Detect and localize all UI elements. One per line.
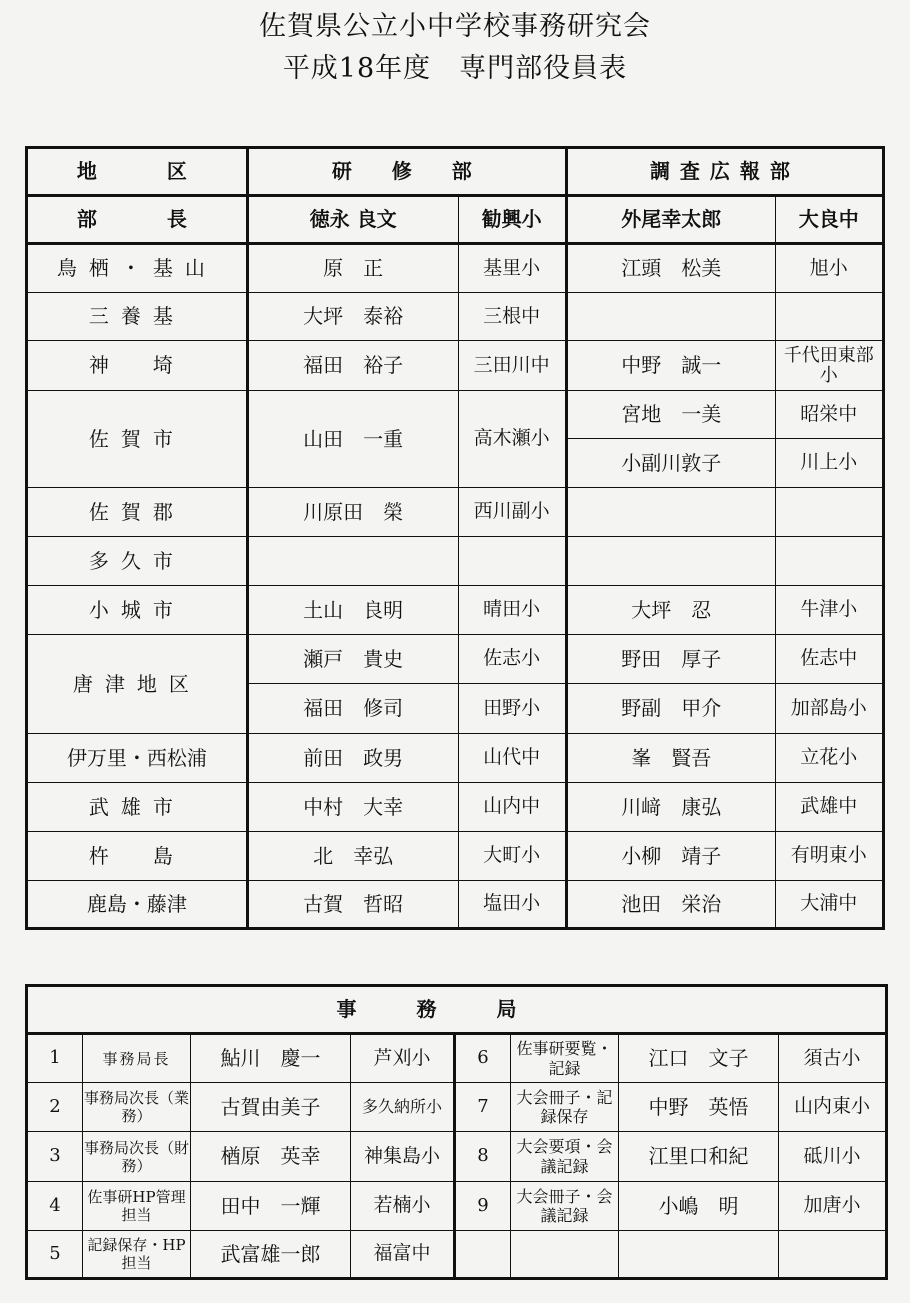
table-row xyxy=(27,293,884,341)
table-row xyxy=(27,586,884,635)
training-school: 三根中 xyxy=(458,293,566,341)
district-cell: 武雄市 xyxy=(27,783,248,832)
survey-name: 野副 甲介 xyxy=(566,684,775,734)
role-cell: 事務局次長（財務） xyxy=(83,1132,191,1182)
school-cell xyxy=(779,1231,887,1279)
secretariat-header-row xyxy=(27,986,887,1034)
row-number: 7 xyxy=(455,1083,511,1132)
table-row xyxy=(27,881,884,929)
district-cell: 佐賀市 xyxy=(27,391,248,488)
survey-name: 峯 賢吾 xyxy=(566,734,775,783)
training-school: 基里小 xyxy=(458,244,566,293)
school-cell: 芦刈小 xyxy=(351,1034,455,1083)
training-school: 田野小 xyxy=(458,684,566,734)
survey-school: 千代田東部小 xyxy=(775,341,883,391)
row-number: 4 xyxy=(27,1182,83,1231)
header-district: 地 区 xyxy=(27,148,248,196)
district-cell: 神 埼 xyxy=(27,341,248,391)
row-number: 9 xyxy=(455,1182,511,1231)
survey-name: 中野 誠一 xyxy=(566,341,775,391)
role-cell: 佐事研要覧・記録 xyxy=(511,1034,619,1083)
survey-school: 昭栄中 xyxy=(775,391,883,439)
survey-name: 宮地 一美 xyxy=(566,391,775,439)
person-name: 田中 一輝 xyxy=(191,1182,351,1231)
training-school: 西川副小 xyxy=(458,488,566,537)
survey-school: 旭小 xyxy=(775,244,883,293)
school-cell: 福富中 xyxy=(351,1231,455,1279)
training-name: 原 正 xyxy=(247,244,458,293)
person-name: 武富雄一郎 xyxy=(191,1231,351,1279)
school-cell: 多久納所小 xyxy=(351,1083,455,1132)
secretariat-header: 事務局 xyxy=(27,986,887,1034)
row-number: 6 xyxy=(455,1034,511,1083)
table-row xyxy=(27,734,884,783)
training-name: 古賀 哲昭 xyxy=(247,881,458,929)
training-school: 山代中 xyxy=(458,734,566,783)
district-cell: 多久市 xyxy=(27,537,248,586)
role-cell: 事務局次長（業務） xyxy=(83,1083,191,1132)
training-school: 佐志小 xyxy=(458,635,566,684)
survey-name xyxy=(566,488,775,537)
survey-school: 有明東小 xyxy=(775,832,883,881)
survey-school xyxy=(775,488,883,537)
table-row xyxy=(27,1034,887,1083)
school-cell: 若楠小 xyxy=(351,1182,455,1231)
survey-name: 小副川敦子 xyxy=(566,439,775,488)
row-number: 8 xyxy=(455,1132,511,1182)
survey-name xyxy=(566,537,775,586)
survey-name: 大坪 忍 xyxy=(566,586,775,635)
survey-school xyxy=(775,537,883,586)
school-cell: 神集島小 xyxy=(351,1132,455,1182)
training-name: 中村 大幸 xyxy=(247,783,458,832)
person-name: 楢原 英幸 xyxy=(191,1132,351,1182)
table-row xyxy=(27,244,884,293)
school-cell: 加唐小 xyxy=(779,1182,887,1231)
person-name: 江口 文子 xyxy=(619,1034,779,1083)
row-number: 3 xyxy=(27,1132,83,1182)
role-cell: 大会要項・会議記録 xyxy=(511,1132,619,1182)
survey-name: 池田 栄治 xyxy=(566,881,775,929)
survey-chief-name: 外尾幸太郎 xyxy=(566,196,775,244)
table-row xyxy=(27,1231,887,1279)
role-cell: 佐事研HP管理担当 xyxy=(83,1182,191,1231)
training-school: 大町小 xyxy=(458,832,566,881)
survey-name xyxy=(566,293,775,341)
officers-table xyxy=(25,146,885,930)
district-cell: 佐賀郡 xyxy=(27,488,248,537)
district-cell: 小城市 xyxy=(27,586,248,635)
district-cell: 鳥栖・基山 xyxy=(27,244,248,293)
row-number xyxy=(455,1231,511,1279)
header-row xyxy=(27,148,884,196)
table-row xyxy=(27,537,884,586)
survey-name: 江頭 松美 xyxy=(566,244,775,293)
district-cell: 鹿島・藤津 xyxy=(27,881,248,929)
training-name: 福田 修司 xyxy=(247,684,458,734)
role-cell xyxy=(511,1231,619,1279)
table-row xyxy=(27,488,884,537)
training-name: 山田 一重 xyxy=(247,391,458,488)
training-school: 山内中 xyxy=(458,783,566,832)
role-cell: 大会冊子・記録保存 xyxy=(511,1083,619,1132)
role-cell: 大会冊子・会議記録 xyxy=(511,1182,619,1231)
training-name: 瀬戸 貴史 xyxy=(247,635,458,684)
chief-row xyxy=(27,196,884,244)
school-cell: 山内東小 xyxy=(779,1083,887,1132)
district-cell: 三養基 xyxy=(27,293,248,341)
survey-name: 野田 厚子 xyxy=(566,635,775,684)
district-cell: 唐津地区 xyxy=(27,635,248,734)
training-chief-school: 勧興小 xyxy=(458,196,566,244)
table-row xyxy=(27,635,884,684)
training-name: 前田 政男 xyxy=(247,734,458,783)
document-title: 佐賀県公立小中学校事務研究会 xyxy=(259,11,651,42)
survey-school: 牛津小 xyxy=(775,586,883,635)
training-name xyxy=(247,537,458,586)
header-survey: 調査広報部 xyxy=(566,148,883,196)
table-row xyxy=(27,391,884,439)
row-number: 1 xyxy=(27,1034,83,1083)
training-school xyxy=(458,537,566,586)
table-row xyxy=(27,1132,887,1182)
training-name: 大坪 泰裕 xyxy=(247,293,458,341)
table-row xyxy=(27,783,884,832)
document-subtitle: 平成18年度 専門部役員表 xyxy=(282,53,628,84)
table-row xyxy=(27,1182,887,1231)
training-name: 福田 裕子 xyxy=(247,341,458,391)
row-number: 5 xyxy=(27,1231,83,1279)
survey-school: 佐志中 xyxy=(775,635,883,684)
chief-label: 部 長 xyxy=(27,196,248,244)
training-school: 三田川中 xyxy=(458,341,566,391)
training-school: 高木瀬小 xyxy=(458,391,566,488)
school-cell: 砥川小 xyxy=(779,1132,887,1182)
survey-school: 武雄中 xyxy=(775,783,883,832)
survey-school: 加部島小 xyxy=(775,684,883,734)
survey-name: 小柳 靖子 xyxy=(566,832,775,881)
table-row xyxy=(27,1083,887,1132)
training-school: 晴田小 xyxy=(458,586,566,635)
person-name xyxy=(619,1231,779,1279)
secretariat-table xyxy=(25,984,888,1280)
row-number: 2 xyxy=(27,1083,83,1132)
survey-name: 川﨑 康弘 xyxy=(566,783,775,832)
person-name: 江里口和紀 xyxy=(619,1132,779,1182)
person-name: 古賀由美子 xyxy=(191,1083,351,1132)
training-chief-name: 徳永 良文 xyxy=(247,196,458,244)
header-training: 研 修 部 xyxy=(247,148,566,196)
person-name: 中野 英悟 xyxy=(619,1083,779,1132)
person-name: 鮎川 慶一 xyxy=(191,1034,351,1083)
survey-school: 川上小 xyxy=(775,439,883,488)
training-name: 川原田 榮 xyxy=(247,488,458,537)
role-cell: 事務局長 xyxy=(83,1034,191,1083)
district-cell: 伊万里・西松浦 xyxy=(27,734,248,783)
survey-chief-school: 大良中 xyxy=(775,196,883,244)
training-name: 北 幸弘 xyxy=(247,832,458,881)
survey-school: 大浦中 xyxy=(775,881,883,929)
school-cell: 須古小 xyxy=(779,1034,887,1083)
person-name: 小嶋 明 xyxy=(619,1182,779,1231)
training-name: 土山 良明 xyxy=(247,586,458,635)
table-row xyxy=(27,832,884,881)
survey-school: 立花小 xyxy=(775,734,883,783)
table-row xyxy=(27,341,884,391)
role-cell: 記録保存・HP担当 xyxy=(83,1231,191,1279)
training-school: 塩田小 xyxy=(458,881,566,929)
district-cell: 杵 島 xyxy=(27,832,248,881)
survey-school xyxy=(775,293,883,341)
